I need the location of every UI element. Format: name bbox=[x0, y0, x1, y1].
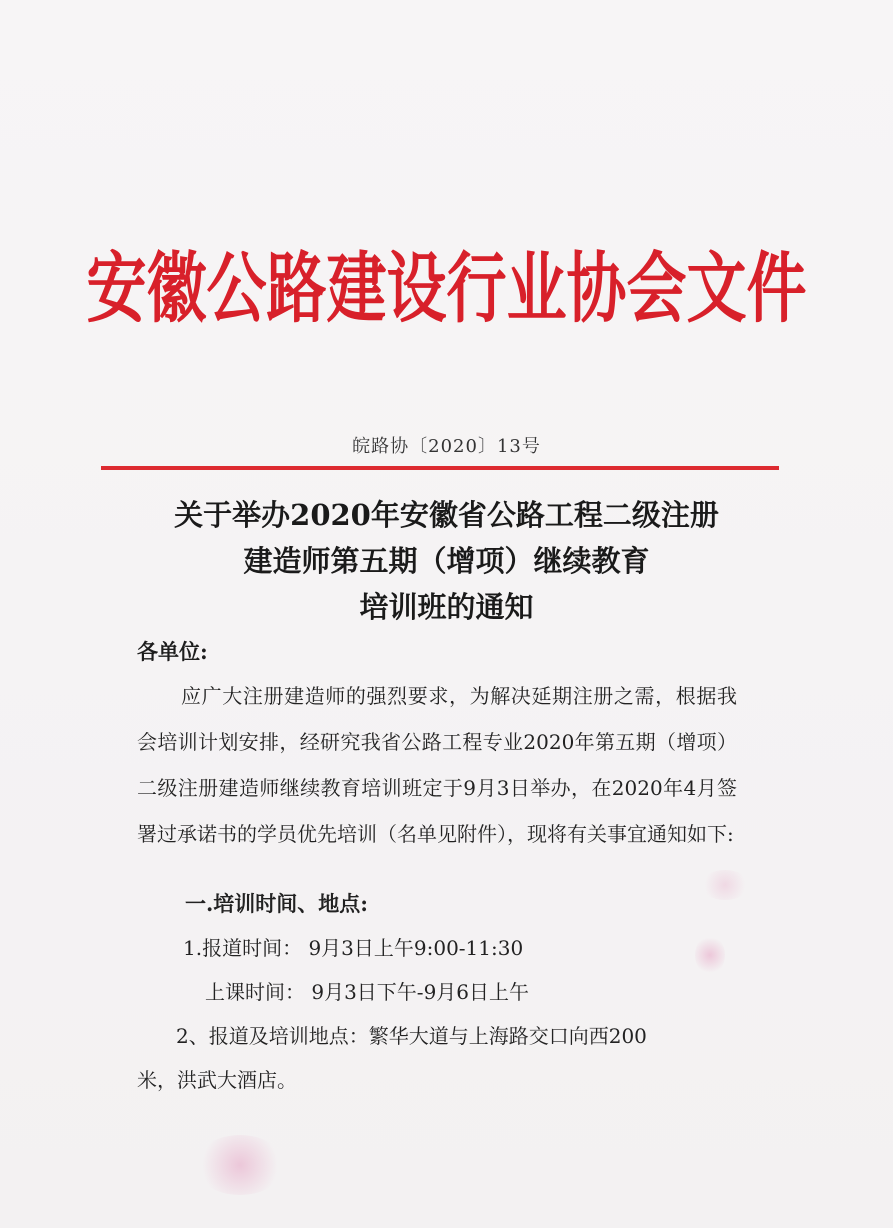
notice-title bbox=[0, 492, 893, 630]
org-header-title: 安徽公路建设行业协会文件 bbox=[86, 244, 807, 335]
location-line-2: 米，洪武大酒店。 bbox=[137, 1068, 297, 1092]
document-number: 皖路协〔2020〕13号 bbox=[352, 436, 541, 457]
notice-title-line-1: 关于举办2020年安徽省公路工程二级注册 bbox=[174, 498, 719, 532]
paper-stain bbox=[195, 1135, 285, 1195]
report-time-line: 1.报道时间： 9月3日上午9:00-11:30 bbox=[183, 936, 524, 960]
notice-title-line-2: 建造师第五期（增项）继续教育 bbox=[243, 544, 650, 578]
notice-title-line-3: 培训班的通知 bbox=[359, 590, 534, 624]
paper-stain bbox=[695, 935, 725, 975]
location-line-1: 2、报道及培训地点：繁华大道与上海路交口向西200 bbox=[176, 1024, 647, 1048]
red-divider-line bbox=[101, 466, 779, 470]
class-time-line: 上课时间： 9月3日下午-9月6日上午 bbox=[205, 980, 530, 1004]
paper-stain bbox=[700, 870, 750, 900]
section-1-heading: 一.培训时间、地点: bbox=[185, 891, 369, 916]
salutation: 各单位: bbox=[137, 639, 208, 664]
body-paragraph: 应广大注册建造师的强烈要求，为解决延期注册之需，根据我会培训计划安排，经研究我省公路工程专业2020年第五期（增项）二级注册建造师继续教育培训班定于9月3日举办，在2020年4月签署过承诺书的学员优先培训（名单见附件），现将有关事宜通知如下: bbox=[137, 684, 737, 846]
